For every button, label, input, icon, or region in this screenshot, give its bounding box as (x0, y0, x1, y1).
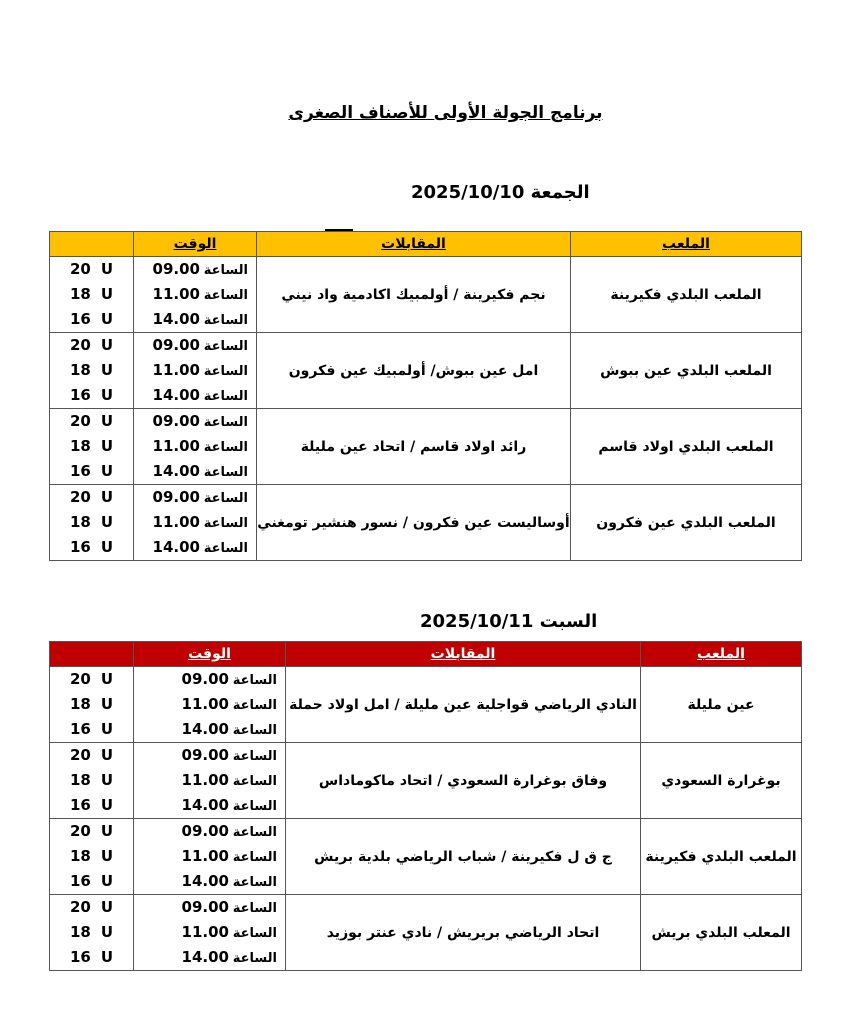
venue-cell: الملعب البلدي عين ببوش (571, 333, 802, 409)
header-venue: الملعب (571, 232, 802, 257)
category-line: 20 U (70, 412, 114, 430)
venue-cell: بوغرارة السعودي (641, 743, 802, 819)
match-cell: نجم فكيرينة / أولمبيك اكادمية واد نيني (257, 257, 571, 333)
time-line: الساعة09.00 (181, 746, 277, 764)
category-cell (50, 409, 134, 485)
time-line: الساعة11.00 (181, 847, 277, 865)
venue-cell: الملعب البلدي اولاد قاسم (571, 409, 802, 485)
venue-cell: الملعب البلدي عين فكرون (571, 485, 802, 561)
time-line: الساعة14.00 (152, 538, 248, 556)
table-row (50, 743, 802, 819)
time-line: الساعة14.00 (152, 386, 248, 404)
category-line: 18 U (70, 437, 114, 455)
category-line: 18 U (70, 847, 114, 865)
table-row (50, 667, 802, 743)
header-category (50, 232, 134, 257)
category-line: 20 U (70, 898, 114, 916)
time-line: الساعة14.00 (152, 462, 248, 480)
time-line: الساعة09.00 (181, 822, 277, 840)
category-line: 16 U (70, 310, 114, 328)
category-line: 20 U (70, 336, 114, 354)
time-line: الساعة09.00 (152, 260, 248, 278)
match-cell: وفاق بوغرارة السعودي / اتحاد ماكوماداس (286, 743, 641, 819)
venue-cell: الملعب البلدي فكيرينة (571, 257, 802, 333)
table-header (50, 232, 802, 257)
category-line: 18 U (70, 923, 114, 941)
table-row (50, 333, 802, 409)
table-row (50, 819, 802, 895)
day-date: 2025/10/11 (420, 611, 534, 632)
time-line: الساعة11.00 (152, 285, 248, 303)
time-line: الساعة14.00 (181, 872, 277, 890)
time-line: الساعة14.00 (181, 720, 277, 738)
category-line: 16 U (70, 720, 114, 738)
table-row (50, 257, 802, 333)
schedule-table-saturday (49, 641, 802, 971)
match-cell: رائد اولاد قاسم / اتحاد عين مليلة (257, 409, 571, 485)
time-cell (134, 409, 257, 485)
venue-cell: الملعب البلدي فكيرينة (641, 819, 802, 895)
table-row (50, 409, 802, 485)
page-title: برنامج الجولة الأولى للأصناف الصغرى (288, 103, 603, 123)
category-cell (50, 333, 134, 409)
category-line: 20 U (70, 746, 114, 764)
category-cell (50, 257, 134, 333)
category-line: 20 U (70, 488, 114, 506)
category-line: 16 U (70, 948, 114, 966)
category-line: 20 U (70, 822, 114, 840)
time-cell (134, 743, 286, 819)
header-venue: الملعب (641, 642, 802, 667)
header-category (50, 642, 134, 667)
match-cell: أوساليست عين فكرون / نسور هنشير تومغني (257, 485, 571, 561)
category-cell (50, 819, 134, 895)
time-cell (134, 257, 257, 333)
day-name: السبت (539, 611, 598, 632)
time-line: الساعة11.00 (181, 695, 277, 713)
category-cell (50, 895, 134, 971)
time-cell (134, 333, 257, 409)
category-line: 18 U (70, 695, 114, 713)
category-line: 16 U (70, 386, 114, 404)
time-line: الساعة14.00 (181, 796, 277, 814)
table-header (50, 642, 802, 667)
time-line: الساعة11.00 (181, 771, 277, 789)
day-heading-saturday (420, 611, 597, 632)
category-line: 20 U (70, 670, 114, 688)
time-line: الساعة14.00 (181, 948, 277, 966)
category-line: 16 U (70, 538, 114, 556)
match-cell: امل عين ببوش/ أولمبيك عين فكرون (257, 333, 571, 409)
schedule-table-friday (49, 231, 802, 561)
time-cell (134, 819, 286, 895)
time-line: الساعة09.00 (152, 488, 248, 506)
category-line: 20 U (70, 260, 114, 278)
header-matches: المقابلات (286, 642, 641, 667)
day-date: 2025/10/10 (411, 182, 525, 203)
time-line: الساعة09.00 (152, 336, 248, 354)
time-line: الساعة11.00 (152, 437, 248, 455)
time-cell (134, 895, 286, 971)
category-line: 16 U (70, 872, 114, 890)
time-line: الساعة14.00 (152, 310, 248, 328)
time-line: الساعة11.00 (152, 361, 248, 379)
table-row (50, 485, 802, 561)
header-time: الوقت (134, 642, 286, 667)
category-line: 18 U (70, 361, 114, 379)
category-cell (50, 667, 134, 743)
category-line: 18 U (70, 771, 114, 789)
day-name: الجمعة (530, 182, 590, 203)
time-cell (134, 667, 286, 743)
venue-cell: عين مليلة (641, 667, 802, 743)
match-cell: النادي الرياضي قواجلية عين مليلة / امل اولاد حملة (286, 667, 641, 743)
category-cell (50, 743, 134, 819)
time-line: الساعة11.00 (181, 923, 277, 941)
category-line: 16 U (70, 462, 114, 480)
time-line: الساعة09.00 (181, 898, 277, 916)
header-matches: المقابلات (257, 232, 571, 257)
category-line: 18 U (70, 513, 114, 531)
time-line: الساعة11.00 (152, 513, 248, 531)
table-row (50, 895, 802, 971)
category-line: 18 U (70, 285, 114, 303)
time-line: الساعة09.00 (181, 670, 277, 688)
day-heading-friday (411, 182, 590, 203)
category-line: 16 U (70, 796, 114, 814)
time-line: الساعة09.00 (152, 412, 248, 430)
match-cell: اتحاد الرياضي بريريش / نادي عنتر بوزيد (286, 895, 641, 971)
header-time: الوقت (134, 232, 257, 257)
match-cell: ج ق ل فكيرينة / شباب الرياضي بلدية بريش (286, 819, 641, 895)
venue-cell: المعلب البلدي بريش (641, 895, 802, 971)
category-cell (50, 485, 134, 561)
time-cell (134, 485, 257, 561)
